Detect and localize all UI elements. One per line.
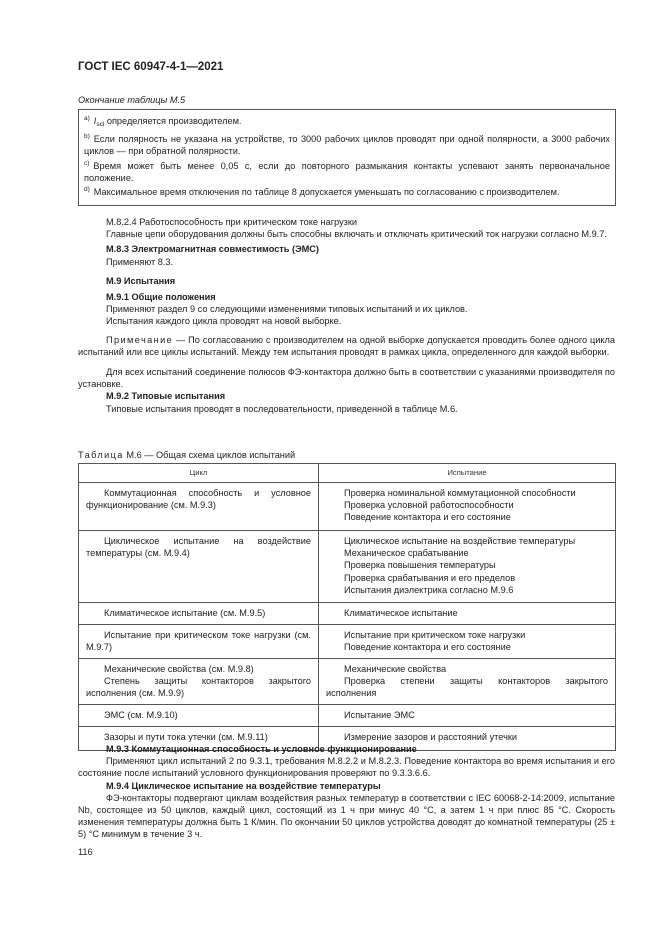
table-footnotes-box [78, 109, 616, 206]
standard-header: ГОСТ IEC 60947-4-1—2021 [78, 61, 224, 73]
note-label: Примечание [106, 334, 174, 345]
footnote-marker: b) [84, 133, 90, 141]
table-row [79, 531, 616, 603]
tests-cell [319, 603, 616, 625]
section-m824-text: Главные цепи оборудования должны быть способны включать и отключать критический ток нагрузки согласно М.9.7. [106, 229, 607, 240]
table-row [79, 625, 616, 659]
test-item: Поведение контактора и его состояние [344, 642, 511, 653]
test-item: Измерение зазоров и расстояний утечки [344, 732, 518, 742]
tests-cell [319, 705, 616, 727]
table-row [79, 659, 616, 705]
section-m93-m94 [78, 743, 615, 841]
table-caption-label: Таблица [78, 450, 124, 460]
isc-subscript: scl [96, 121, 105, 128]
tests-cell [319, 659, 616, 705]
isc-symbol: I [93, 116, 97, 126]
footnote-d [84, 184, 610, 198]
section-m94-text: ФЭ-контакторы подвергают циклам воздействия разных температур в соответствии с IEC 60068-2-14:2009, испытание Nb, состоящее из 50 циклов, каждый цикл, состоящий из 1 ч при минус 40 °С, а затем 1 ч при плюс 85 °С. Скорость изменения температуры должна быть 1 К/мин. По окончании 50 циклов устройства доводят до комнатной температуры (25 ± 5) °С минимум в течение 3 ч. [78, 792, 615, 840]
tests-cell [319, 483, 616, 531]
footnote-marker: c) [84, 159, 90, 167]
footnote-text: Максимальное время отключения по таблице 8 допускается уменьшать по согласованию с производителем. [93, 187, 560, 198]
table-header-row [79, 464, 616, 483]
table-caption [78, 449, 295, 461]
section-m93-text: Применяют цикл испытаний 2 по 9.3.1, требования М.8.2.2 и М.8.2.3. Поведение контактора во время испытания и его состояние после испытаний условного функционирования проверяют по 9.3.3.6.6. [78, 756, 615, 779]
table-row [79, 603, 616, 625]
cycle-cell: ЭМС (см. М.9.10) [79, 705, 319, 727]
cycle-cell: Циклическое испытание на воздействие температуры (см. М.9.4) [79, 531, 319, 603]
poles-paragraph: Для всех испытаний соединение полюсов ФЭ-контактора должно быть в соответствии с указаниями производителя по установке. [78, 367, 615, 390]
section-m92-text: Типовые испытания проводят в последовательности, приведенной в таблице М.6. [106, 403, 458, 414]
section-m92-title: М.9.2 Типовые испытания [106, 391, 226, 402]
test-item: Механическое срабатывание [344, 548, 469, 559]
tests-cell [319, 625, 616, 659]
test-item: Проверка условной работоспособности [344, 500, 514, 511]
cycle-cell: Климатическое испытание (см. М.9.5) [79, 603, 319, 625]
footnote-c [84, 158, 610, 184]
section-m824-m92 [78, 216, 615, 415]
test-item: Проверка степени защиты контакторов закрытого исполнения [326, 676, 608, 699]
table-continuation-note: Окончание таблицы М.5 [78, 95, 186, 105]
column-header-cycle: Цикл [79, 464, 319, 483]
test-item: Механические свойства [344, 664, 447, 674]
column-header-test: Испытание [319, 464, 616, 483]
test-item: Проверка номинальной коммутационной способности [344, 488, 576, 498]
table-row [79, 483, 616, 531]
test-item: Испытание при критическом токе нагрузки [344, 630, 526, 640]
table-caption-text: М.6 — Общая схема циклов испытаний [123, 450, 296, 460]
test-item: Проверка срабатывания и его пределов [344, 572, 516, 583]
cycle-cell: Испытание при критическом токе нагрузки (см. М.9.7) [79, 625, 319, 659]
footnote-b [84, 131, 610, 157]
page-number: 116 [78, 847, 93, 857]
section-m91-text-1: Применяют раздел 9 со следующими изменениями типовых испытаний и их циклов. [106, 304, 468, 315]
section-m83-title: М.8.3 Электромагнитная совместимость (ЭМС) [106, 244, 319, 255]
test-item: Поведение контактора и его состояние [344, 512, 511, 523]
test-item: Испытания диэлектрика согласно М.9.6 [344, 584, 514, 595]
note-text: — По согласованию с производителем на одной выборке допускается проводить более одного цикла испытаний или все циклы испытаний. Между тем испытания проводят в рамках цикла, определенного для каждой выборки. [78, 334, 615, 357]
section-m9-title: М.9 Испытания [106, 275, 176, 286]
footnote-text: Время может быть менее 0,05 с, если до повторного размыкания контакты успевают занять первоначальное положение. [84, 160, 610, 183]
section-m93-title: М.9.3 Коммутационная способность и условное функционирование [106, 744, 417, 754]
test-item: Проверка повышения температуры [344, 560, 496, 571]
section-m91-title: М.9.1 Общие положения [106, 292, 216, 303]
section-m91-text-2: Испытания каждого цикла проводят на новой выборке. [106, 316, 342, 327]
cycle-cell: Механические свойства (см. М.9.8) Степень защиты контакторов закрытого исполнения (см. М.9.9) [79, 659, 319, 705]
section-m94-title: М.9.4 Циклическое испытание на воздействие температуры [106, 780, 381, 791]
footnote-text: определяется производителем. [104, 116, 242, 126]
test-item: Климатическое испытание [344, 608, 458, 618]
footnote-marker: a) [84, 115, 90, 122]
note-paragraph [78, 334, 615, 358]
test-cycles-table [78, 463, 616, 751]
table-row [79, 705, 616, 727]
cycle-cell: Зазоры и пути тока утечки (см. М.9.11) [79, 727, 319, 751]
footnote-a [84, 113, 610, 131]
test-item: Испытание ЭМС [344, 710, 415, 720]
test-item: Циклическое испытание на воздействие температуры [344, 536, 576, 546]
tests-cell [319, 531, 616, 603]
section-m824-title: М.8.2.4 Работоспособность при критическом токе нагрузки [106, 217, 358, 227]
cycle-cell: Коммутационная способность и условное функционирование (см. М.9.3) [79, 483, 319, 531]
footnote-marker: d) [84, 186, 90, 194]
footnote-text: Если полярность не указана на устройстве, то 3000 рабочих циклов проводят при одной полярности, а 3000 рабочих циклов — при обратной полярности. [84, 134, 610, 157]
section-m83-text: Применяют 8.3. [106, 256, 174, 267]
